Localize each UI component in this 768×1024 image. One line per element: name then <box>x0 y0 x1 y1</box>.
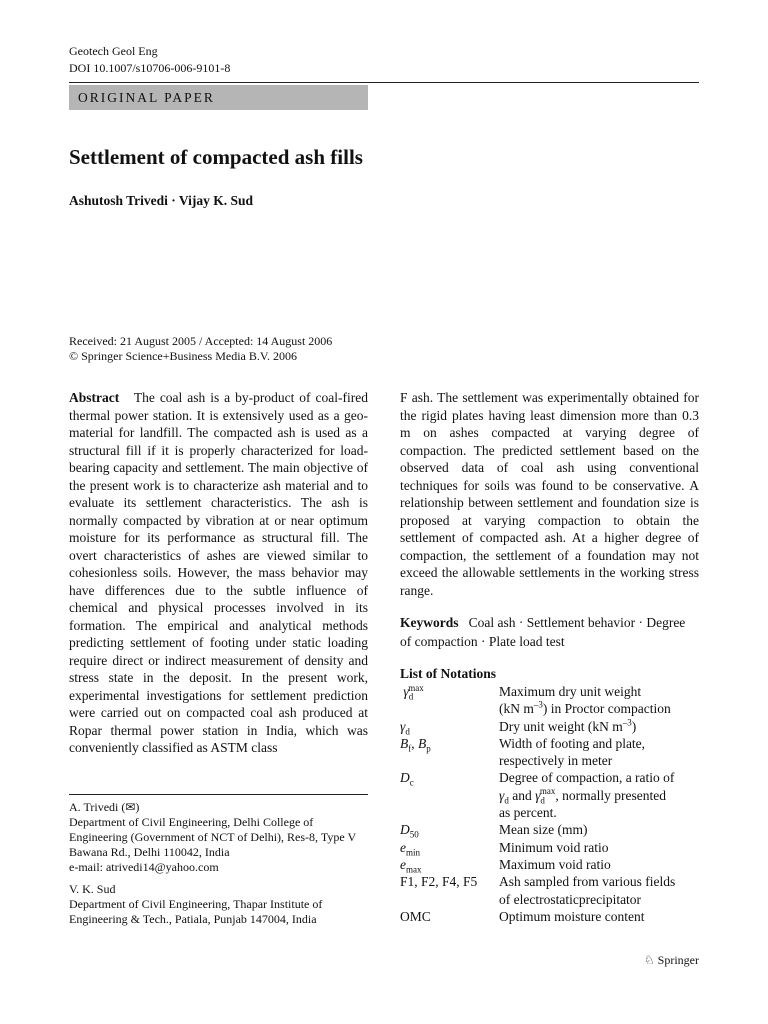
footnote-rule <box>69 794 368 795</box>
notation-row <box>400 735 675 770</box>
affiliation-sud <box>69 882 368 927</box>
notations-list <box>400 665 700 925</box>
abstract-right-column <box>400 389 699 599</box>
notation-row <box>400 873 675 908</box>
notation-desc: Optimum moisture content <box>499 908 645 924</box>
notation-symbol: $\gamma_d^{max}$ <box>403 682 424 702</box>
abstract-label: Abstract <box>69 390 120 405</box>
notation-row <box>400 769 675 821</box>
abstract-text-part1: The coal ash is a by-product of coal-fired thermal power station. It is extensively used as a geo-material for landfill. The compacted ash is used as a structural fill if it is properly characterized for load-bearing capacity and settlement. The main objective of the present work is to characterize ash material and to evaluate its settlement characteristics. The ash is normally compacted by vibration at or near optimum moisture for its performance as structural fill. The overt characteristics of ashes are viewed similar to cohesionless soils. However, the mass behavior may have differences due to the subtle influence of chemical and physical processes involved in its formation. The empirical and analytical methods predicting settlement of footing under static loading require direct or indirect measurement of density and stress state in the deposit. In the present work, experimental investigations for settlement prediction were carried out on compacted coal ash produced at Ropar thermal power station in India, which was conveniently classified as ASTM class <box>69 390 368 755</box>
notation-symbol: $D_{50}$ <box>400 822 419 841</box>
notation-desc: Minimum void ratio <box>499 839 609 855</box>
received-dates: Received: 21 August 2005 / Accepted: 14 August 2006 <box>69 334 333 348</box>
copyright: © Springer Science+Business Media B.V. 2006 <box>69 349 297 363</box>
notation-row <box>400 856 675 873</box>
notation-desc: Degree of compaction, a ratio of $\gamma_d$ and $\gamma_d^{max}$, normally presented as percent. <box>499 770 675 821</box>
affiliation-name: V. K. Sud <box>69 882 116 896</box>
journal-header <box>69 43 230 77</box>
affiliation-trivedi <box>69 800 368 875</box>
notation-desc: Mean size (mm) <box>499 822 588 838</box>
keywords-text: Coal ash · Settlement behavior · Degree of compaction · Plate load test <box>400 615 686 649</box>
notation-symbol: OMC <box>400 908 431 924</box>
affiliation-email: e-mail: atrivedi14@yahoo.com <box>69 860 219 874</box>
header-rule <box>69 82 699 83</box>
notation-desc: Dry unit weight (kN $m^{-3}$) <box>499 717 637 734</box>
notations-table <box>400 683 675 925</box>
notations-heading: List of Notations <box>400 666 497 681</box>
notation-symbol: $\gamma_d$ <box>400 718 410 737</box>
notation-symbol: $B_f$, $B_p$ <box>400 735 431 754</box>
received-info <box>69 334 332 364</box>
abstract-left-column <box>69 389 368 757</box>
notation-row <box>400 908 675 925</box>
notation-desc: Maximum dry unit weight (kN $m^{-3}$) in Proctor compaction <box>499 684 671 717</box>
notation-row <box>400 683 675 718</box>
notation-desc: Maximum void ratio <box>499 856 611 872</box>
notation-symbol: $D_c$ <box>400 770 414 789</box>
notation-desc: Width of footing and plate, respectively in meter <box>499 735 646 769</box>
notation-symbol: $e_{max}$ <box>400 856 422 875</box>
notation-row <box>400 821 675 838</box>
springer-horse-icon: ♘ <box>643 953 655 967</box>
journal-name: Geotech Geol Eng <box>69 44 158 58</box>
notation-row <box>400 839 675 856</box>
paper-type-badge: ORIGINAL PAPER <box>69 85 368 110</box>
affiliation-name: A. Trivedi (✉) <box>69 800 140 814</box>
keywords <box>400 613 699 651</box>
notation-row <box>400 718 675 735</box>
keywords-label: Keywords <box>400 615 459 630</box>
notation-desc: Ash sampled from various fields of electrostaticprecipitator <box>499 874 676 907</box>
authors: Ashutosh Trivedi · Vijay K. Sud <box>69 193 254 208</box>
abstract-text-part2: F ash. The settlement was experimentally obtained for the rigid plates having least dimension more than 0.3 m on ashes compacted at varying degree of compaction. The predicted settlement based on the observed data of coal ash using conventional techniques for soils was found to be conservative. A relationship between settlement and foundation size is proposed at varying compaction to obtain the settlement of compacted ash. At a higher degree of compaction, the settlement of a foundation may not exceed the allowable settlements in the working stress range. <box>400 390 699 598</box>
publisher-logo <box>644 953 699 968</box>
doi: DOI 10.1007/s10706-006-9101-8 <box>69 61 231 75</box>
affiliation-address: Department of Civil Engineering, Delhi College of Engineering (Government of NCT of Delhi), Res-8, Type V Bawana Rd., Delhi 110042, India <box>69 815 356 859</box>
paper-title: Settlement of compacted ash fills <box>69 145 363 169</box>
publisher-name: Springer <box>657 953 699 967</box>
notation-symbol: $e_{min}$ <box>400 839 421 858</box>
notation-symbol: F1, F2, F4, F5 <box>400 874 478 890</box>
affiliation-address: Department of Civil Engineering, Thapar Institute of Engineering & Tech., Patiala, Punjab 147004, India <box>69 897 323 926</box>
